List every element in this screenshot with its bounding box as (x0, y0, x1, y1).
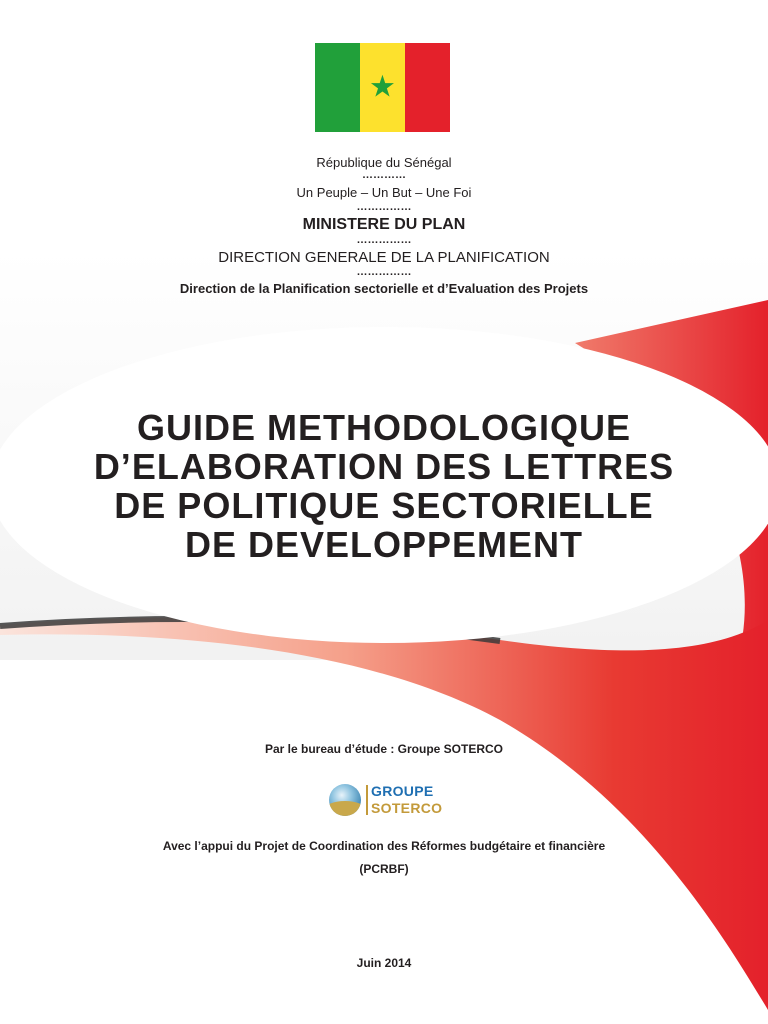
author-bureau: Par le bureau d’étude : Groupe SOTERCO (264, 742, 504, 756)
direction-generale: DIRECTION GENERALE DE LA PLANIFICATION (218, 249, 550, 266)
flag-green-band (315, 43, 360, 132)
senegal-flag (315, 43, 450, 132)
ministry-name: MINISTERE DU PLAN (302, 216, 466, 233)
logo-divider (366, 785, 368, 815)
support-statement: Avec l’appui du Projet de Coordination des Réformes budgétaire et financière (162, 839, 606, 853)
soterco-logo (329, 783, 449, 817)
publication-date: Juin 2014 (356, 956, 412, 970)
separator-dots: ………… (362, 169, 406, 181)
globe-icon (329, 784, 361, 816)
national-motto: Un Peuple – Un But – Une Foi (296, 185, 472, 200)
title-line: DE DEVELOPPEMENT (184, 524, 584, 565)
title-line: GUIDE METHODOLOGIQUE (136, 407, 631, 448)
flag-yellow-band (360, 43, 405, 132)
star-icon: ★ (369, 68, 396, 104)
separator-dots: …………… (356, 266, 412, 278)
separator-dots: …………… (356, 234, 412, 246)
direction-sectorielle: Direction de la Planification sectorielle et d’Evaluation des Projets (179, 281, 589, 296)
separator-dots: …………… (356, 201, 412, 213)
logo-text-groupe: GROUPE (371, 783, 434, 799)
support-acronym: (PCRBF) (359, 862, 409, 876)
document-title (0, 408, 768, 564)
flag-red-band (405, 43, 450, 132)
title-line: DE POLITIQUE SECTORIELLE (114, 485, 654, 526)
logo-text-soterco: SOTERCO (371, 800, 443, 816)
title-line: D’ELABORATION DES LETTRES (93, 446, 675, 487)
republic-name: République du Sénégal (316, 155, 452, 170)
